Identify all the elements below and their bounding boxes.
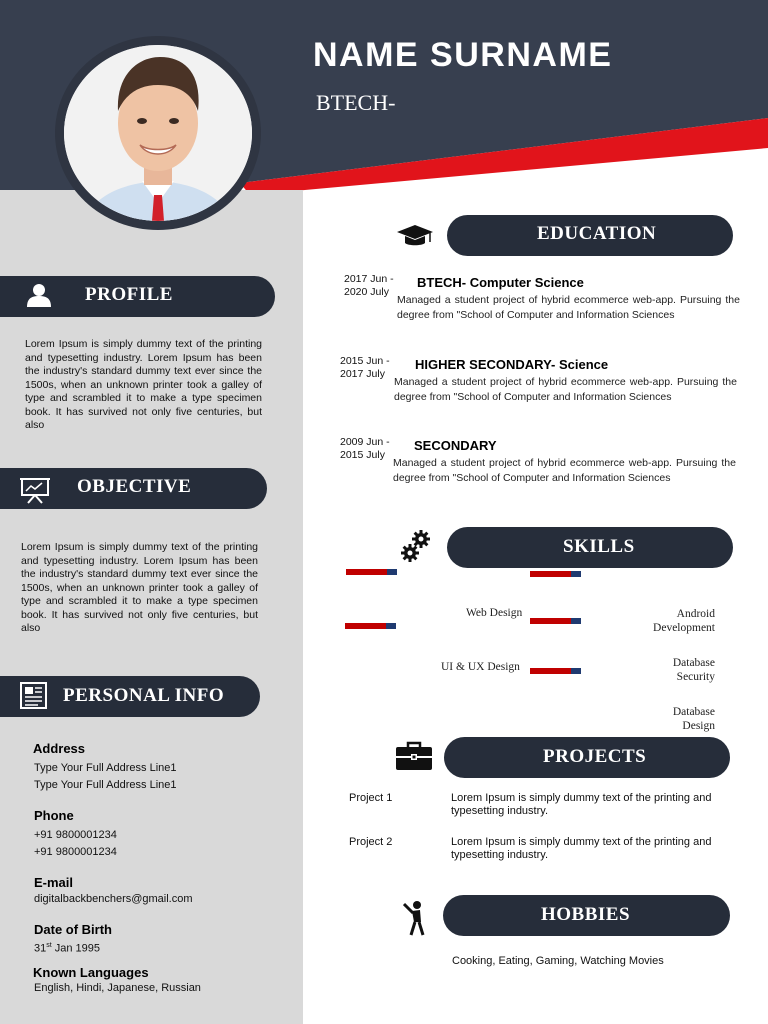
gears-icon [400,529,432,563]
education-3-desc: Managed a student project of hybrid ecommerce web-app. Pursuing the degree from "School of Computer and Information Sciences [393,457,736,484]
project-1-desc: Lorem Ipsum is simply dummy text of the printing and typesetting industry. [451,792,712,817]
profile-title: PROFILE [85,284,173,305]
projects-title: PROJECTS [543,746,647,767]
email-label: E-mail [34,875,74,890]
user-icon [26,282,52,308]
skill-bar-remainder [386,623,396,629]
dob-suffix: st [46,942,52,949]
languages-label: Known Languages [33,965,149,980]
phone-1: +91 9800001234 [34,829,117,841]
newspaper-icon [20,682,47,709]
address-line-1: Type Your Full Address Line1 [34,762,177,774]
personal-info-title: PERSONAL INFO [63,685,225,706]
hobbies-text: Cooking, Eating, Gaming, Watching Movies [452,955,664,967]
dob-label: Date of Birth [34,922,112,937]
education-2-date-end: 2017 July [340,368,385,380]
skill-bar-remainder [571,668,581,674]
skill-bar [530,618,581,624]
briefcase-icon [396,741,432,771]
email-value: digitalbackbenchers@gmail.com [34,893,193,905]
skill-label-ui-ux-design: UI & UX Design [441,661,520,673]
graduation-cap-icon [396,224,434,248]
education-2-date-start: 2015 Jun - [340,355,390,367]
education-2-date [340,355,390,381]
dob-value [34,942,100,955]
candidate-name: NAME SURNAME [313,36,613,74]
education-title: EDUCATION [537,223,657,244]
candidate-degree: BTECH- [316,90,396,115]
hobbies-title: HOBBIES [541,904,631,925]
skill-bar-remainder [571,618,581,624]
phone-2: +91 9800001234 [34,846,117,858]
education-2-title: HIGHER SECONDARY- Science [415,357,609,372]
portrait-illustration [64,45,252,221]
objective-title: OBJECTIVE [77,476,192,497]
skill-label-database-security: Database Security [672,657,715,683]
presentation-board-icon [20,476,50,504]
skill-bar [346,569,397,575]
skill-bar [530,571,581,577]
education-2-desc: Managed a student project of hybrid ecommerce web-app. Pursuing the degree from "School of Computer and Information Sciences [394,376,737,403]
education-1-date-start: 2017 Jun - [344,273,394,285]
education-1-date-end: 2020 July [344,286,389,298]
address-line-2: Type Your Full Address Line1 [34,779,177,791]
phone-label: Phone [34,808,74,823]
education-3-date [340,436,390,462]
skill-label-android-development: Android Development [653,608,715,634]
skill-bar-remainder [387,569,397,575]
education-1-date [344,273,394,299]
skills-title: SKILLS [563,536,635,557]
education-1-desc: Managed a student project of hybrid ecommerce web-app. Pursuing the degree from "School of Computer and Information Sciences [397,294,740,321]
avatar [64,45,252,221]
objective-text: Lorem Ipsum is simply dummy text of the printing and typesetting industry. Lorem Ipsum has been the industry's standard dummy text ever since the 1500s, when an unknown printer took a galley of type and scrambled it to make a type specimen book. It has survived not only five centuries, but also [21,541,258,634]
project-2-desc: Lorem Ipsum is simply dummy text of the printing and typesetting industry. [451,836,712,861]
project-1-label: Project 1 [349,792,393,804]
languages-value: English, Hindi, Japanese, Russian [34,982,201,994]
address-label: Address [33,741,86,756]
profile-text: Lorem Ipsum is simply dummy text of the printing and typesetting industry. Lorem Ipsum has been the industry's standard dummy text ever since the 1500s, when an unknown printer took a galley of type and scrambled it to make a type specimen book. It has survived not only five centuries, but also [25,338,262,431]
skill-bar [530,668,581,674]
education-3-date-end: 2015 July [340,449,385,461]
project-2-label: Project 2 [349,836,393,848]
dob-day: 31 [34,942,47,955]
education-3-title: SECONDARY [414,438,497,453]
skill-bar [345,623,396,629]
batsman-icon [403,900,427,936]
education-1-title: BTECH- Computer Science [417,275,584,290]
skill-bar-remainder [571,571,581,577]
dob-month-year: Jan 1995 [51,942,101,955]
education-3-date-start: 2009 Jun - [340,436,390,448]
skill-label-web-design: Web Design [466,607,523,619]
skill-label-database-design: Database Design [672,706,715,732]
